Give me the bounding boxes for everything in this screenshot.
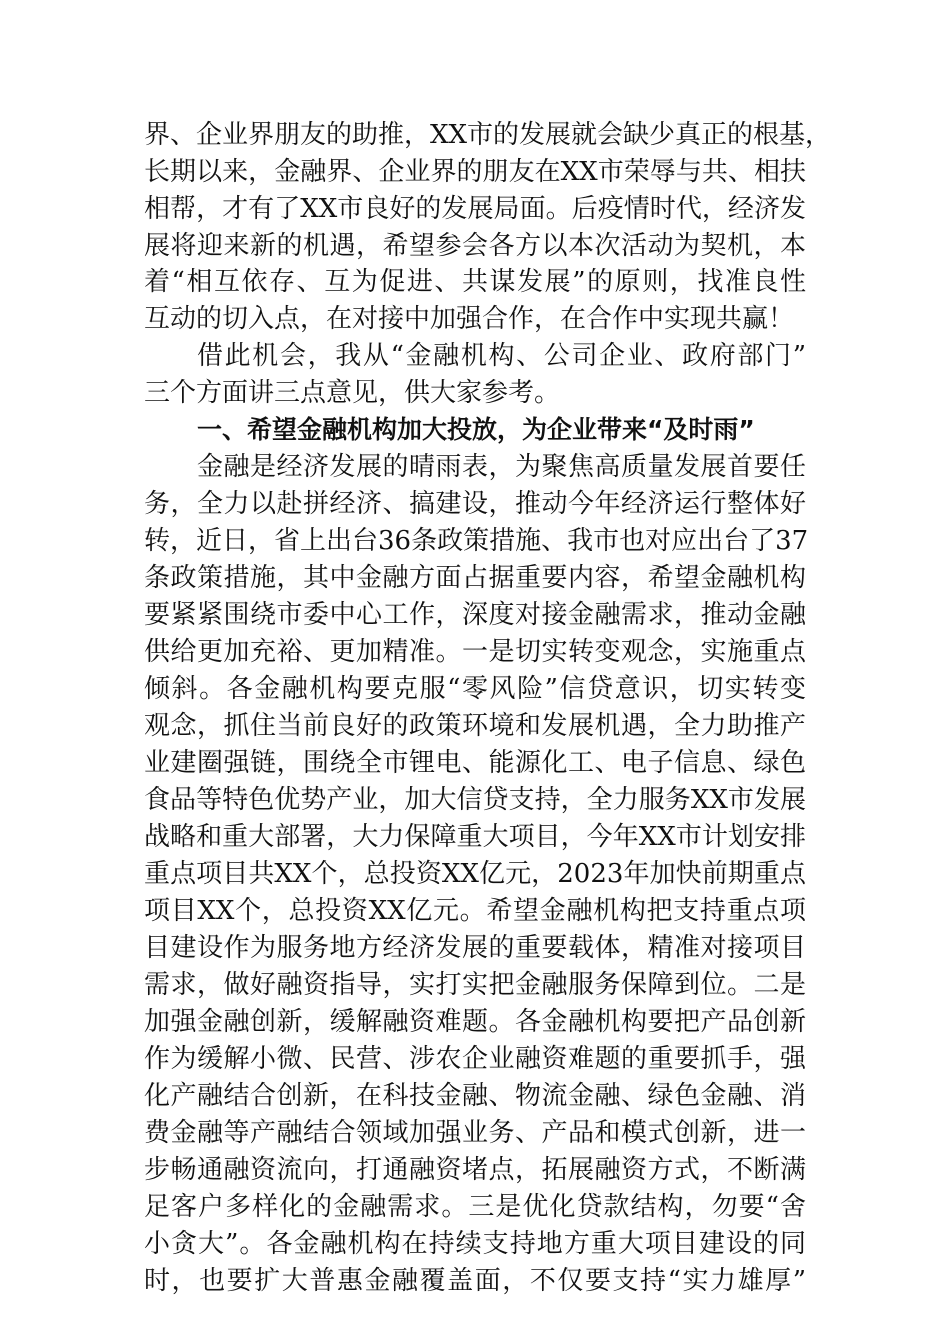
body-text-line: 转，近日，省上出台36条政策措施、我市也对应出台了37 bbox=[144, 526, 809, 556]
body-text-line: 步畅通融资流向，打通融资堵点，拓展融资方式，不断满 bbox=[144, 1155, 806, 1185]
body-text-line: 务，全力以赴拼经济、搞建设，推动今年经济运行整体好 bbox=[144, 489, 806, 519]
body-text-line: 倾斜。各金融机构要克服“零风险”信贷意识，切实转变 bbox=[144, 674, 806, 704]
body-text-line: 要紧紧围绕市委中心工作，深度对接金融需求，推动金融 bbox=[144, 600, 806, 630]
body-text-line: 条政策措施，其中金融方面占据重要内容，希望金融机构 bbox=[144, 563, 806, 593]
body-text-line: 互动的切入点，在对接中加强合作，在合作中实现共赢！ bbox=[144, 304, 795, 334]
body-text-line: 展将迎来新的机遇，希望参会各方以本次活动为契机，本 bbox=[144, 231, 806, 261]
body-text-line: 借此机会，我从“金融机构、公司企业、政府部门” bbox=[197, 341, 806, 371]
body-text-line: 目建设作为服务地方经济发展的重要载体，精准对接项目 bbox=[144, 933, 806, 963]
body-text-line: 项目XX个，总投资XX亿元。希望金融机构把支持重点项 bbox=[144, 896, 806, 926]
body-text-line: 业建圈强链，围绕全市锂电、能源化工、电子信息、绿色 bbox=[144, 748, 806, 778]
body-text-line: 需求，做好融资指导，实打实把金融服务保障到位。二是 bbox=[144, 970, 806, 1000]
body-text-line: 化产融结合创新，在科技金融、物流金融、绿色金融、消 bbox=[144, 1081, 806, 1111]
body-text-line: 作为缓解小微、民营、涉农企业融资难题的重要抓手，强 bbox=[144, 1044, 806, 1074]
body-text-line: 战略和重大部署，大力保障重大项目，今年XX市计划安排 bbox=[144, 822, 806, 852]
body-text-line: 观念，抓住当前良好的政策环境和发展机遇，全力助推产 bbox=[144, 711, 806, 741]
body-text-line: 小贪大”。各金融机构在持续支持地方重大项目建设的同 bbox=[144, 1229, 806, 1259]
body-text-line: 加强金融创新，缓解融资难题。各金融机构要把产品创新 bbox=[144, 1007, 806, 1037]
body-text-line: 界、企业界朋友的助推，XX市的发展就会缺少真正的根基， bbox=[144, 120, 832, 150]
body-text-line: 着“相互依存、互为促进、共谋发展”的原则，找准良性 bbox=[144, 267, 806, 297]
body-text-line: 金融是经济发展的晴雨表，为聚焦高质量发展首要任 bbox=[197, 452, 806, 482]
body-text-line: 足客户多样化的金融需求。三是优化贷款结构，勿要“舍 bbox=[144, 1192, 806, 1222]
body-text-line: 供给更加充裕、更加精准。一是切实转变观念，实施重点 bbox=[144, 637, 806, 667]
body-text-line: 时，也要扩大普惠金融覆盖面，不仅要支持“实力雄厚” bbox=[144, 1266, 806, 1296]
body-text-line: 重点项目共XX个，总投资XX亿元，2023年加快前期重点 bbox=[144, 859, 806, 889]
body-text-line: 相帮，才有了XX市良好的发展局面。后疫情时代，经济发 bbox=[144, 194, 806, 224]
body-text-line: 三个方面讲三点意见，供大家参考。 bbox=[144, 378, 561, 408]
section-heading: 一、希望金融机构加大投放，为企业带来“及时雨” bbox=[197, 415, 755, 444]
body-text-line: 长期以来，金融界、企业界的朋友在XX市荣辱与共、相扶 bbox=[144, 157, 806, 187]
body-text-line: 费金融等产融结合领域加强业务、产品和模式创新，进一 bbox=[144, 1118, 806, 1148]
body-text-line: 食品等特色优势产业，加大信贷支持，全力服务XX市发展 bbox=[144, 785, 806, 815]
